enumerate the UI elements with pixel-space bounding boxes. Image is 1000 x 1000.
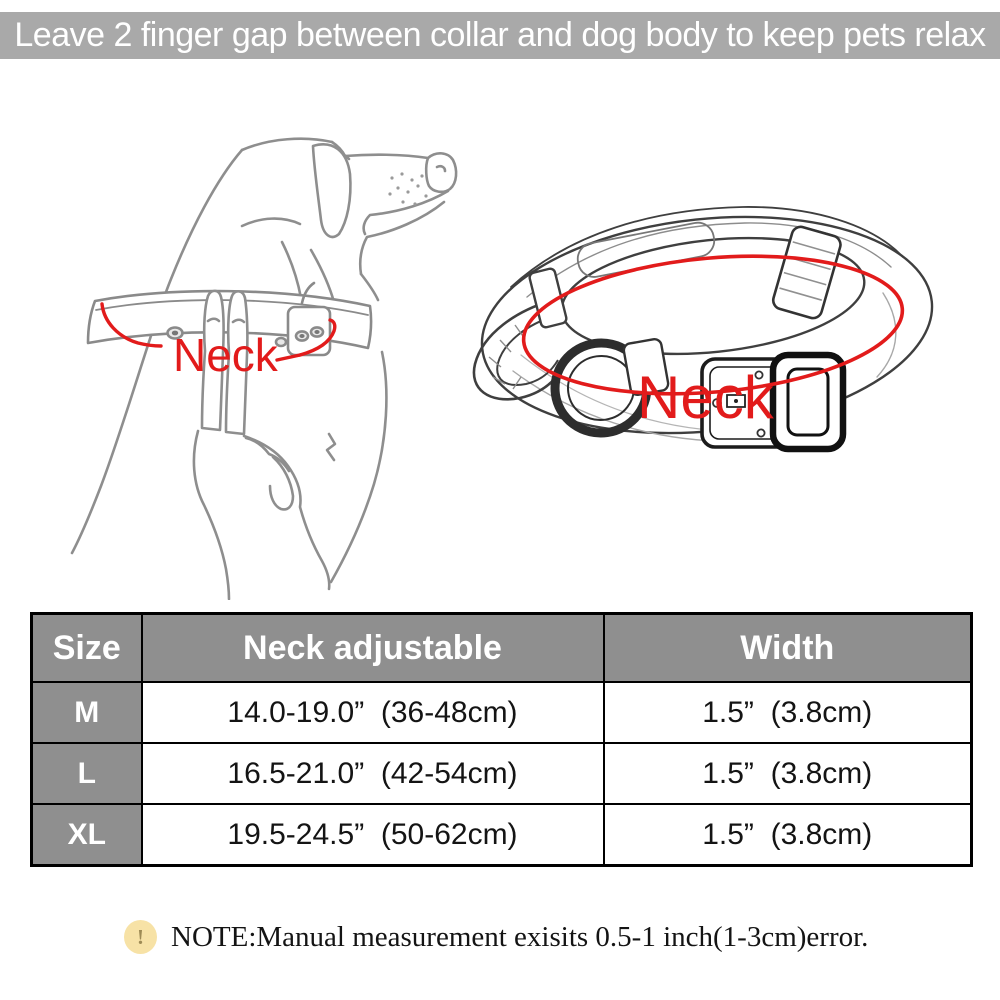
muzzle-stipple-dots <box>388 172 427 205</box>
width-cell: 1.5” (3.8cm) <box>604 743 972 804</box>
exclamation-icon: ! <box>124 920 157 954</box>
table-row-m <box>32 682 972 743</box>
width-cell: 1.5” (3.8cm) <box>604 682 972 743</box>
neck-cell: 16.5-21.0” (42-54cm) <box>142 743 604 804</box>
banner <box>0 12 1000 59</box>
collar-neck-label: Neck <box>637 364 774 431</box>
size-cell: XL <box>32 804 142 866</box>
header-width: Width <box>604 614 972 683</box>
header-size: Size <box>32 614 142 683</box>
table-row-xl <box>32 804 972 866</box>
size-cell: L <box>32 743 142 804</box>
neck-cell: 19.5-24.5” (50-62cm) <box>142 804 604 866</box>
neck-cell: 14.0-19.0” (36-48cm) <box>142 682 604 743</box>
table-header-row <box>32 614 972 683</box>
banner-text: Leave 2 finger gap between collar and dog body to keep pets relax <box>14 16 986 54</box>
size-cell: M <box>32 682 142 743</box>
measurement-note <box>124 920 868 954</box>
table-row-l <box>32 743 972 804</box>
note-text: NOTE:Manual measurement exisits 0.5-1 inch(1-3cm)error. <box>171 920 869 953</box>
dog-neck-label: Neck <box>173 329 278 381</box>
size-table <box>30 612 973 867</box>
header-neck-adjustable: Neck adjustable <box>142 614 604 683</box>
collar-product-illustration <box>455 175 955 485</box>
dog-measure-illustration <box>30 90 480 600</box>
width-cell: 1.5” (3.8cm) <box>604 804 972 866</box>
